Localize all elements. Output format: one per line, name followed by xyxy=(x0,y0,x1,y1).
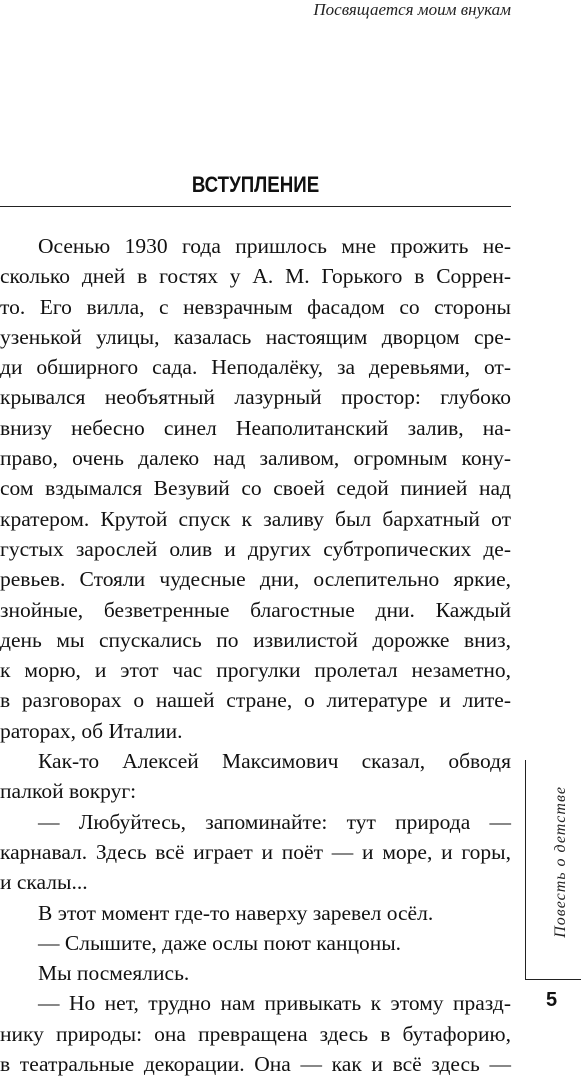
text-line: знойные, безветренные благостные дни. Каждый xyxy=(0,597,511,622)
body-text xyxy=(0,231,511,1079)
text-line: узенькой улицы, казалась настоящим дворцом сре- xyxy=(0,324,511,349)
text-line: раторах, об Италии. xyxy=(0,718,183,743)
text-line: сколько дней в гостях у А. М. Горького в Соррен- xyxy=(0,264,511,289)
text-line: — Но нет, трудно нам привыкать к этому празд- xyxy=(38,991,511,1016)
text-line: палкой вокруг: xyxy=(0,779,137,804)
dedication: Посвящается моим внукам xyxy=(313,0,511,19)
margin-rule xyxy=(525,760,526,979)
text-line: кратером. Крутой спуск к заливу был бархатный от xyxy=(0,506,511,531)
text-line: нику природы: она превращена здесь в бутафорию, xyxy=(0,1021,511,1046)
text-line: и скалы... xyxy=(0,870,88,895)
text-line: Как-то Алексей Максимович сказал, обводя xyxy=(38,749,511,774)
text-line: Осенью 1930 года пришлось мне прожить не- xyxy=(38,234,511,258)
text-line: ди обширного сада. Неподалёку, за деревьями, от- xyxy=(0,355,511,380)
text-line: к морю, и этот час прогулки пролетал незаметно, xyxy=(0,658,511,683)
text-line: ревьев. Стояли чудесные дни, ослепительно яркие, xyxy=(0,567,511,592)
text-line: — Любуйтесь, запоминайте: тут природа — xyxy=(38,809,511,834)
running-head: Повесть о детстве xyxy=(552,786,569,938)
footer-rule xyxy=(525,979,581,980)
text-line: в разговорах о нашей стране, о литературе и лите- xyxy=(0,688,511,713)
text-line: в театральные декорации. Она — как и всё здесь — xyxy=(0,1052,511,1077)
text-line: густых зарослей олив и других субтропических де- xyxy=(0,536,511,561)
text-line: карнавал. Здесь всё играет и поёт — и море, и горы, xyxy=(0,839,511,864)
text-line: В этот момент где-то наверху заревел осёл. xyxy=(38,900,434,925)
text-line: право, очень далеко над заливом, огромным кону- xyxy=(0,446,511,471)
text-line: день мы спускались по извилистой дорожке вниз, xyxy=(0,627,511,652)
chapter-title: ВСТУПЛЕНИЕ xyxy=(191,172,320,197)
text-line: — Слышите, даже ослы поют канцоны. xyxy=(38,930,402,955)
text-line: крывался необъятный лазурный простор: глубоко xyxy=(0,385,511,410)
page-number: 5 xyxy=(546,989,558,1011)
text-line: внизу небесно синел Неаполитанский залив, на- xyxy=(0,415,511,440)
text-line: то. Его вилла, с невзрачным фасадом со стороны xyxy=(0,294,511,319)
title-rule xyxy=(0,206,511,207)
text-line: Мы посмеялись. xyxy=(38,961,190,986)
text-line: сом вздымался Везувий со своей седой пинией над xyxy=(0,476,511,501)
